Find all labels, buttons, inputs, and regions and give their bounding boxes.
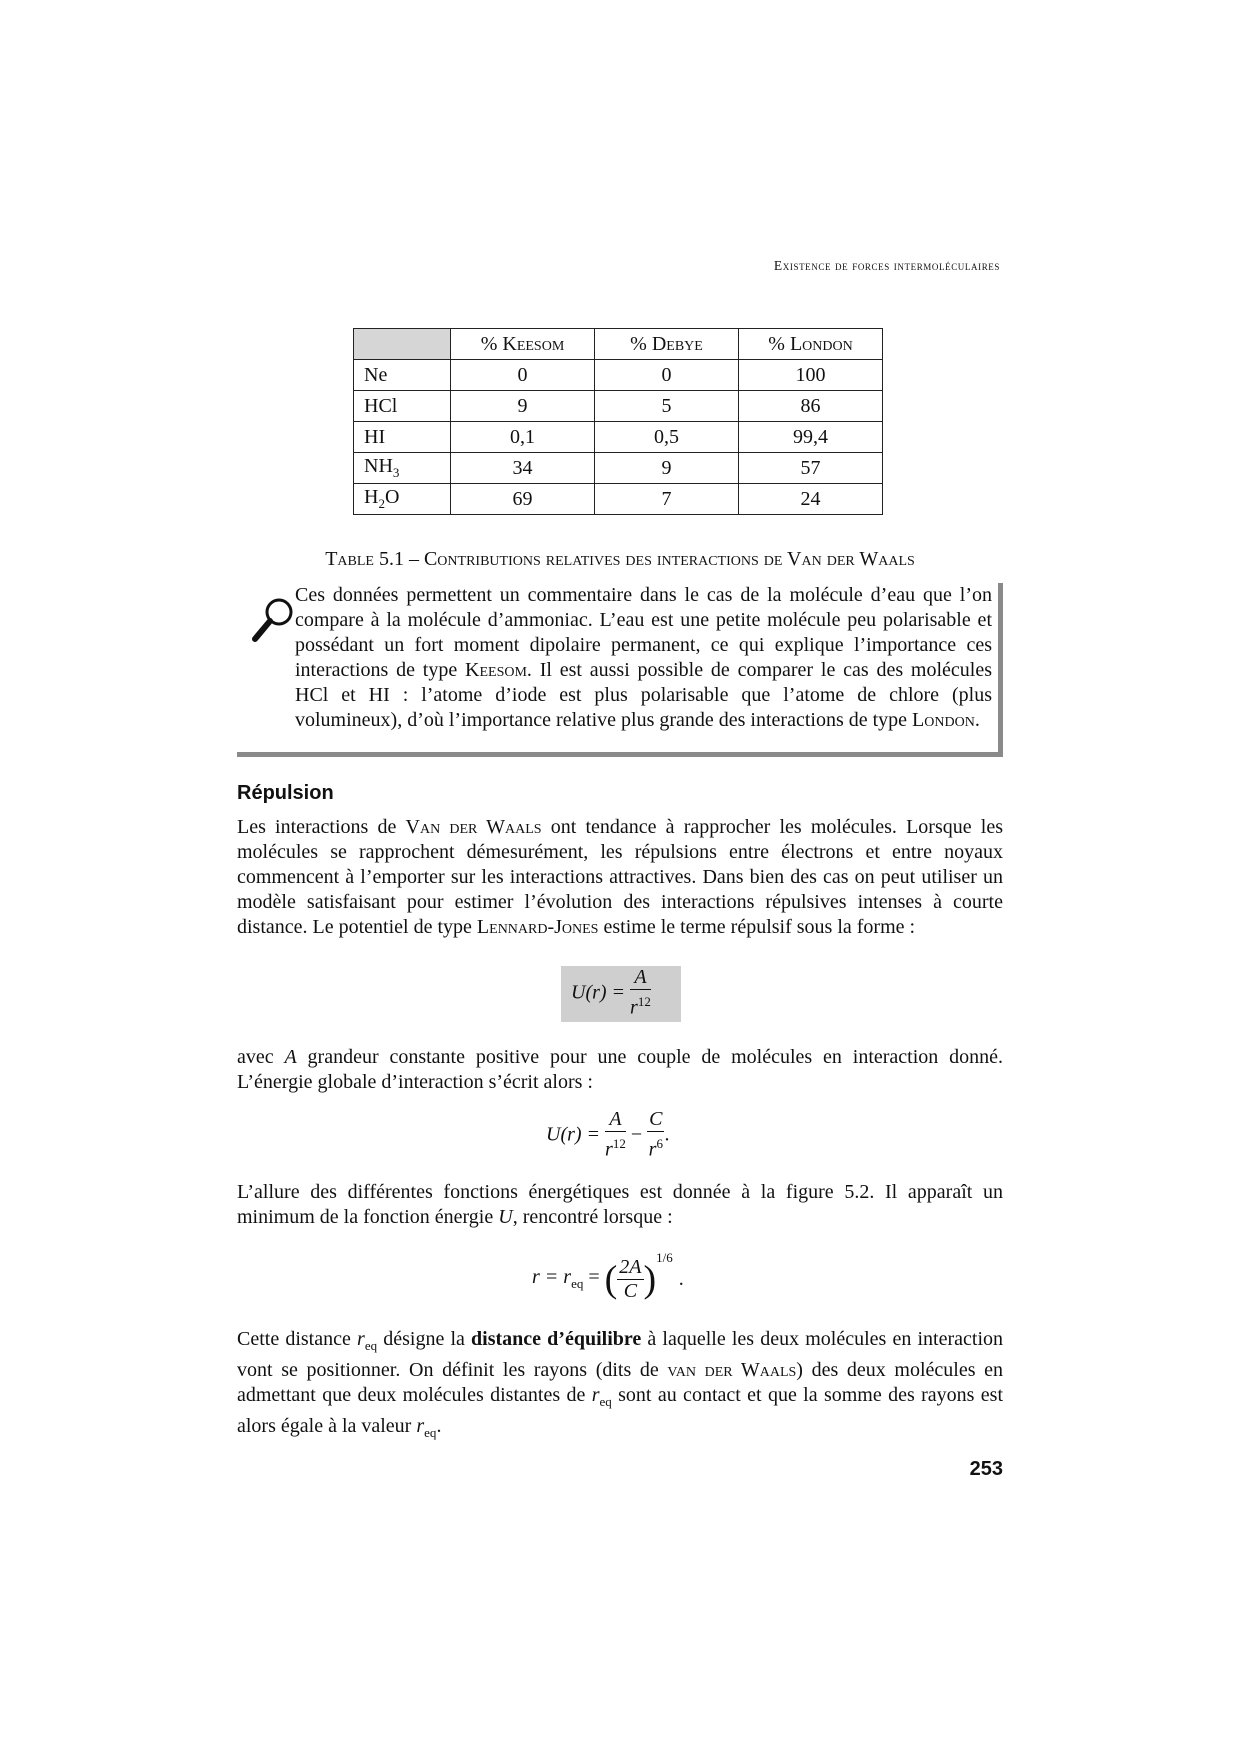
- remark-box: [237, 583, 1003, 757]
- table-row: [354, 453, 883, 484]
- eq-denominator: [647, 1132, 664, 1162]
- table-cell: 34: [451, 453, 595, 484]
- formula-subscript: 2: [378, 496, 385, 511]
- subscript-eq: eq: [364, 1338, 378, 1353]
- paragraph: [237, 1045, 1003, 1095]
- formula-tail: O: [384, 486, 400, 508]
- formula-subscript: 3: [392, 465, 400, 480]
- eq-subscript: eq: [571, 1276, 584, 1292]
- text-run: avec: [237, 1046, 285, 1068]
- text-run: L’allure des différentes fonctions énergétiques est donnée à la figure 5.2. Il apparaît un minimum de la fonction énergie: [237, 1181, 1003, 1228]
- subscript-eq: eq: [599, 1394, 612, 1409]
- remark-name-london: London: [912, 709, 975, 731]
- paren-left-icon: (: [604, 1258, 618, 1301]
- table-row: [354, 484, 883, 515]
- equation-global-energy: [546, 1108, 669, 1162]
- row-label: HCl: [354, 391, 451, 422]
- eq-den-exp: 6: [656, 1136, 663, 1151]
- text-run: désigne la: [377, 1328, 472, 1350]
- row-label: [354, 484, 451, 515]
- eq-period: .: [678, 1267, 684, 1290]
- paren-right-icon: ): [643, 1258, 657, 1301]
- equation-equilibrium: [532, 1250, 684, 1303]
- table-cell: 86: [739, 391, 883, 422]
- table-cell: 5: [595, 391, 739, 422]
- text-run: , rencontré lorsque :: [512, 1206, 673, 1228]
- paragraph: [237, 1180, 1003, 1230]
- variable-r: r: [591, 1384, 600, 1406]
- paragraph: [237, 815, 1003, 940]
- table-header-row: [354, 329, 883, 360]
- table-cell: 9: [451, 391, 595, 422]
- caption-lead: Table 5.1 – Contributions relatives des interactions de: [325, 548, 788, 570]
- table-cell: 0,5: [595, 422, 739, 453]
- eq-lhs-text: r = r: [532, 1266, 572, 1289]
- eq-numerator: A: [630, 966, 651, 990]
- section-title: Répulsion: [237, 782, 334, 804]
- text-run: à laquelle les deux molécules en interaction vont se positionner. On définit les rayons (dits de: [237, 1328, 1004, 1381]
- page-number: 253: [969, 1458, 1003, 1480]
- eq-den-base: r: [605, 1138, 613, 1161]
- row-label: [354, 453, 451, 484]
- eq-den-base: r: [648, 1138, 657, 1161]
- name-lennard-jones: Lennard-Jones: [476, 916, 599, 938]
- eq-lhs: U(r) =: [571, 981, 626, 1004]
- text-run: estime le terme répulsif sous la forme :: [598, 916, 916, 938]
- variable-r: r: [357, 1328, 365, 1350]
- table-cell: 9: [595, 453, 739, 484]
- text-run: Cette distance: [237, 1328, 358, 1350]
- equation-repulsive: [571, 966, 651, 1020]
- eq-lhs: [532, 1266, 600, 1292]
- table-row: [354, 422, 883, 453]
- eq-denominator: [630, 990, 651, 1020]
- formula-main: H: [364, 486, 379, 508]
- formula-main: NH: [364, 455, 393, 477]
- variable-u: U: [498, 1206, 513, 1228]
- eq-den-exp: 12: [637, 994, 651, 1009]
- eq-fraction: [630, 966, 651, 1020]
- eq-denominator: [605, 1132, 626, 1162]
- name-van-der-waals: Van der Waals: [405, 816, 542, 838]
- eq-minus: −: [630, 1123, 643, 1146]
- magnifier-icon: [249, 593, 297, 647]
- text-run: .: [436, 1415, 442, 1437]
- eq-fraction: [647, 1108, 664, 1162]
- table-header-debye: % Debye: [595, 329, 739, 360]
- table-cell: 100: [739, 360, 883, 391]
- remark-part: Ces données permettent un commentaire dans le cas de la molécule d’eau que l’on compare à la molécule d’ammoniac. L’eau est une petite molécule peu polarisable et possédant un fort moment dipolaire permanent, ce qui explique l’importance ces interactions de type: [295, 584, 992, 681]
- paragraph: [237, 1327, 1003, 1445]
- table-corner-cell: [354, 329, 451, 360]
- running-head: Existence de forces intermoléculaires: [773, 258, 1000, 273]
- text-run: ont tendance à rapprocher les molécules. Lorsque les molécules se rapprochent démesurément, les répulsions entre électrons et entre noyaux commencent à l’emporter sur les interactions attractives. Dans bien des cas on peut utiliser un modèle satisfaisant pour estimer l’évolution des interactions répulsives intenses à courte distance. Le potentiel de type: [237, 816, 1003, 938]
- table-header-london: % London: [739, 329, 883, 360]
- text-run: ) des deux molécules en admettant que deux molécules distantes de: [237, 1359, 1003, 1406]
- text-run: grandeur constante positive pour une couple de molécules en interaction donné. L’énergie globale d’interaction s’écrit alors :: [237, 1046, 1003, 1093]
- row-label: Ne: [354, 360, 451, 391]
- table-header-keesom: % Keesom: [451, 329, 595, 360]
- table-cell: 99,4: [739, 422, 883, 453]
- eq-numerator: 2A: [619, 1255, 642, 1278]
- text-run: sont au contact et que la somme des rayons est alors égale à la valeur: [237, 1384, 1004, 1437]
- bold-term: distance d’équilibre: [471, 1328, 642, 1350]
- eq-numerator: A: [605, 1108, 626, 1132]
- eq-denominator: C: [623, 1279, 638, 1302]
- text-run: Les interactions de: [237, 816, 406, 838]
- remark-part: . Il est aussi possible de comparer le cas des molécules HCl et HI : l’atome d’iode est plus polarisable que l’atome de chlore (plus volumineux), d’où l’importance relative plus grande des interactions de type: [295, 659, 992, 731]
- caption-name: Van der Waals: [787, 548, 915, 570]
- table-row: [354, 391, 883, 422]
- remark-text: [295, 583, 992, 733]
- table-row: [354, 360, 883, 391]
- table-cell: 0,1: [451, 422, 595, 453]
- remark-name-keesom: Keesom: [465, 659, 527, 681]
- variable-a: A: [284, 1046, 297, 1068]
- eq-period: .: [664, 1123, 670, 1146]
- table-cell: 57: [739, 453, 883, 484]
- table-cell: 24: [739, 484, 883, 515]
- eq-fraction: [617, 1256, 643, 1303]
- remark-part: .: [974, 709, 980, 731]
- eq-numerator: C: [649, 1108, 663, 1130]
- contributions-table: [353, 328, 883, 515]
- table-cell: 69: [451, 484, 595, 515]
- eq-den-exp: 12: [612, 1136, 626, 1151]
- row-label: HI: [354, 422, 451, 453]
- eq-fraction: [605, 1108, 626, 1162]
- table-cell: 7: [595, 484, 739, 515]
- eq-exponent: 1/6: [656, 1250, 673, 1265]
- subscript-eq: eq: [424, 1425, 437, 1440]
- table-cell: 0: [595, 360, 739, 391]
- table-cell: 0: [451, 360, 595, 391]
- table-caption: [0, 548, 1240, 571]
- eq-den-base: r: [630, 996, 638, 1019]
- variable-r: r: [416, 1415, 425, 1437]
- eq-equals: =: [583, 1266, 600, 1289]
- eq-lhs: U(r) =: [546, 1123, 601, 1146]
- name-van-der-waals: van der Waals: [667, 1359, 797, 1381]
